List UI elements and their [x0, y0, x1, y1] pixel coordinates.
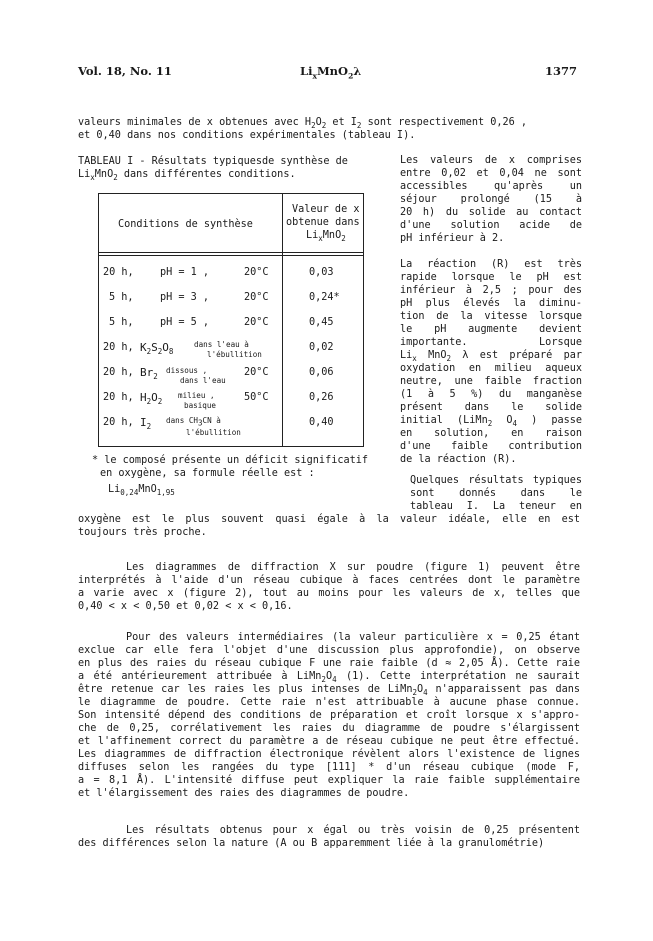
body-para-4-line-2: des différences selon la nature (A ou B apparemment liée à la granulométrie)	[78, 838, 545, 849]
table-row-3-cond: pH = 5 ,	[160, 317, 210, 328]
table-col2-header-3: $Li_xMnO_2$	[306, 230, 346, 244]
right-para-2-line-3: inférieur à 2,5 ; pour des	[400, 285, 582, 296]
right-para-2-line-13: initial (LiMn$_2$ $O_4$ ) passe	[400, 415, 582, 429]
right-para-2-line-6: le pH augmente devient	[400, 324, 582, 335]
body-para-3-line-12: a = 8,1 Å). L'intensité diffuse peut expliquer la raie faible supplémentaire	[78, 775, 580, 786]
body-para-2-line-1: Les diagrammes de diffraction X sur poudre (figure 1) peuvent être	[126, 562, 580, 573]
table-caption-line-2: $Li_xMnO_2$ dans différentes conditions.	[78, 169, 296, 183]
body-para-3-line-4: a été antérieurement attribuée à $LiMn_2O_4$ (1). Cette interprétation ne saurait	[78, 671, 581, 685]
right-para-2-line-15: d'une faible contribution	[400, 441, 582, 452]
table-footnote-line-2: en oxygène, sa formule réelle est :	[100, 468, 315, 479]
table-row-2-cond: pH = 3 ,	[160, 292, 210, 303]
body-para-2-line-3: a varie avec x (figure 2), tout au moins pour les valeurs de x, telles que	[78, 588, 580, 599]
body-para-3-line-1: Pour des valeurs intermédiaires (la valeur particulière x = 0,25 étant	[126, 632, 580, 643]
table-header-divider	[98, 255, 363, 256]
intro-line-2: et 0,40 dans nos conditions expérimentales (tableau I).	[78, 130, 416, 141]
right-para-2-line-14: en solution, en raison	[400, 428, 582, 439]
right-para-1-line-7: pH inférieur à 2.	[400, 233, 505, 244]
table-row-1-cond: pH = 1 ,	[160, 267, 210, 278]
right-para-2-line-7: importante. Lorsque	[400, 337, 582, 348]
body-para-3-line-2: exclue car elle fera l'objet d'une discussion plus approfondie), on observe	[78, 645, 580, 656]
right-para-2-line-9: oxydation en milieu aqueux	[400, 363, 582, 374]
body-para-3-line-5: être retenue car les raies les plus intenses de $LiMn_2O_4$ n'apparaissent pas dans	[78, 684, 580, 698]
table-row-4-time: 20 h,	[103, 342, 134, 353]
table-row-4-cond: $K_2S_2O_8$	[140, 341, 174, 357]
table-header-divider-2	[98, 252, 363, 253]
table-row-4-value: 0,02	[309, 342, 334, 353]
table-row-5-cond: $Br_2$	[140, 366, 158, 382]
table-row-6-note-1: milieu ,	[178, 391, 215, 400]
table-row-5-value: 0,06	[309, 367, 334, 378]
table-row-1-value: 0,03	[309, 267, 334, 278]
right-para-3-line-1: Quelques résultats typiques	[410, 475, 582, 486]
table-row-6-cond: $H_2O_2$	[140, 391, 163, 407]
table-row-5-time: 20 h,	[103, 367, 134, 378]
table-col2-header-2: obtenue dans	[286, 217, 360, 228]
table-row-7-value: 0,40	[309, 417, 334, 428]
table-row-4-note-1: dans l'eau à	[194, 340, 249, 349]
right-para-2-line-12: présent dans le solide	[400, 402, 582, 413]
page-number: 1377	[545, 64, 578, 78]
body-para-3-line-10: Les diagrammes de diffraction électronique révèlent alors l'existence de lignes	[78, 749, 580, 760]
right-para-1-line-6: d'une solution acide de	[400, 220, 582, 231]
right-para-2-line-4: pH plus élevés la diminu-	[400, 298, 582, 309]
table-row-5-note-1: dissous ,	[166, 366, 208, 375]
table-row-2-temp: 20°C	[244, 292, 269, 303]
body-para-3-line-9: et l'affinement correct du paramètre a de réseau cubique ne peut être effectué.	[78, 736, 580, 747]
table-col2-header-1: Valeur de x	[292, 204, 360, 215]
body-para-4-line-1: Les résultats obtenus pour x égal ou très voisin de 0,25 présentent	[126, 825, 580, 836]
body-para-2-line-4: 0,40 < x < 0,50 et 0,02 < x < 0,16.	[78, 601, 293, 612]
table-row-7-note-2: l'ébullition	[186, 428, 241, 437]
right-para-2-line-11: (1 à 5 %) du manganèse	[400, 389, 582, 400]
table-row-3-time: 5 h,	[109, 317, 134, 328]
intro-line-1: valeurs minimales de x obtenues avec $H_2O_2$ et $I_2$ sont respectivement 0,26 ,	[78, 117, 528, 131]
right-para-1-line-2: entre 0,02 et 0,04 ne sont	[400, 168, 582, 179]
table-row-4-note-2: l'ébullition	[207, 350, 262, 359]
table-row-1-time: 20 h,	[103, 267, 134, 278]
table-col1-header: Conditions de synthèse	[118, 219, 253, 230]
table-row-5-temp: 20°C	[244, 367, 269, 378]
table-row-1-temp: 20°C	[244, 267, 269, 278]
body-para-3-line-8: che de 0,25, corrélativement les raies du diagramme de poudre s'élargissent	[78, 723, 580, 734]
table-row-6-value: 0,26	[309, 392, 334, 403]
right-para-3-line-3: tableau I. La teneur en	[410, 501, 582, 512]
body-para-3-line-3: en plus des raies du réseau cubique F une raie faible (d ≈ 2,05 Å). Cette raie	[78, 658, 580, 669]
right-para-1-line-4: séjour prolongé (15 à	[400, 194, 582, 205]
table-row-3-temp: 20°C	[244, 317, 269, 328]
body-para-3-line-6: le diagramme de poudre. Cette raie n'est attribuable à aucune phase connue.	[78, 697, 580, 708]
table-row-6-time: 20 h,	[103, 392, 134, 403]
body-para-2-line-2: interprétés à l'aide d'un réseau cubique à faces centrées dont le paramètre	[78, 575, 580, 586]
table-row-7-note-1: dans $CH_3CN$ à	[166, 416, 221, 428]
table-row-7-time: 20 h,	[103, 417, 134, 428]
right-para-2-line-10: neutre, une faible fraction	[400, 376, 582, 387]
body-para-3-line-13: et l'élargissement des raies des diagrammes de poudre.	[78, 788, 410, 799]
right-para-3-line-2: sont donnés dans le	[410, 488, 582, 499]
body-para-3-line-11: diffuses selon les rangées du type [111] * d'un réseau cubique (mode F,	[78, 762, 580, 773]
running-title: $Li_xMnO_2\lambda$	[300, 64, 362, 81]
table-row-6-note-2: basique	[184, 401, 217, 410]
body-para-3-line-7: Son intensité dépend des conditions de préparation et croît lorsque x s'appro-	[78, 710, 580, 721]
right-para-2-line-2: rapide lorsque le pH est	[400, 272, 582, 283]
right-para-2-line-8: $Li_x$ MnO$_2$ λ est préparé par	[400, 350, 582, 364]
table-column-divider	[282, 193, 283, 446]
right-para-1-line-3: accessibles qu'après un	[400, 181, 582, 192]
right-para-1-line-1: Les valeurs de x comprises	[400, 155, 582, 166]
table-row-3-value: 0,45	[309, 317, 334, 328]
table-row-2-value: 0,24*	[309, 292, 340, 303]
table-row-5-note-2: dans l'eau	[180, 376, 226, 385]
table-row-2-time: 5 h,	[109, 292, 134, 303]
right-para-2-line-1: La réaction (R) est très	[400, 259, 582, 270]
right-para-2-line-5: tion de la vitesse lorsque	[400, 311, 582, 322]
journal-volume: Vol. 18, No. 11	[78, 64, 172, 78]
body-para-1-line-1: oxygène est le plus souvent quasi égale à la valeur idéale, elle en est	[78, 514, 580, 525]
table-caption-line-1: TABLEAU I - Résultats typiquesde synthèse de	[78, 156, 348, 167]
table-row-7-cond: $I_2$	[140, 416, 152, 432]
table-footnote-formula: $Li_{0,24}MnO_{1,95}$	[108, 484, 175, 498]
table-row-6-temp: 50°C	[244, 392, 269, 403]
body-para-1-line-2: toujours très proche.	[78, 527, 207, 538]
table-footnote-line-1: * le composé présente un déficit significatif	[92, 455, 369, 466]
right-para-2-line-16: de la réaction (R).	[400, 454, 517, 465]
right-para-1-line-5: 20 h) du solide au contact	[400, 207, 582, 218]
